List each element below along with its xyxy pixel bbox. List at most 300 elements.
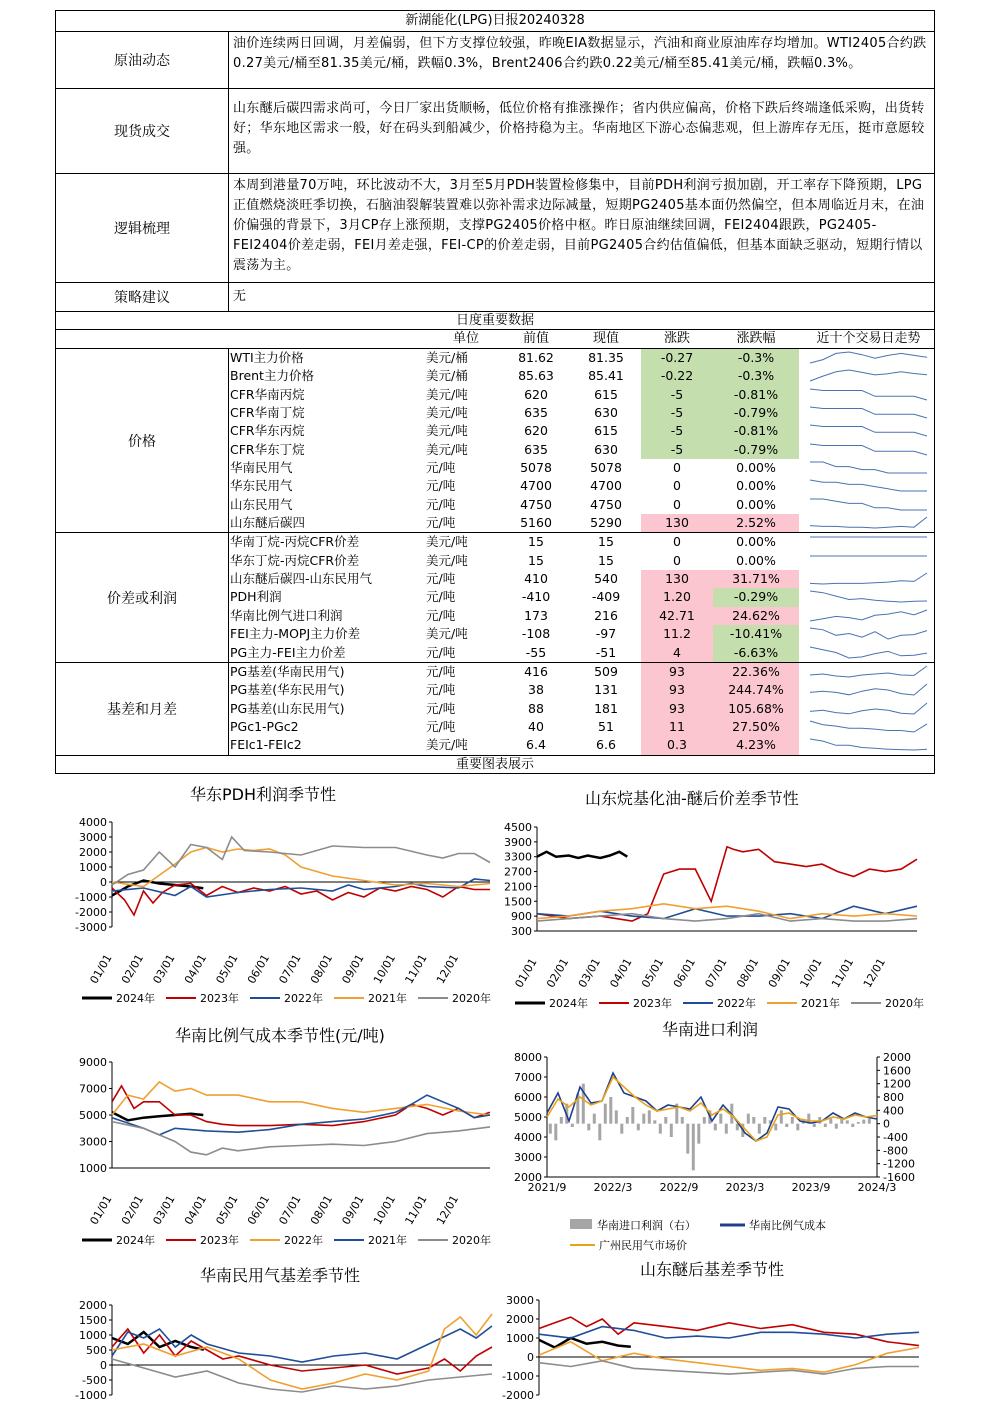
y-tick-label: 5000 bbox=[514, 1111, 542, 1124]
bar-mark bbox=[824, 1124, 827, 1127]
bar-mark bbox=[835, 1124, 838, 1129]
y2-tick-label: -400 bbox=[883, 1131, 908, 1144]
y-tick-label: 2000 bbox=[79, 846, 107, 859]
legend-label: 2021年 bbox=[368, 992, 407, 1005]
section-text: 无 bbox=[233, 289, 247, 304]
x-tick-label: 01/01 bbox=[87, 952, 115, 986]
metric-prev: 416 bbox=[524, 663, 548, 679]
metric-cur: 15 bbox=[598, 552, 614, 568]
bar-mark bbox=[615, 1110, 618, 1123]
section-text: 油价连续两日回调，月差偏弱，但下方支撑位较强，昨晚EIA数据显示，汽油和商业原油库存均增加。WTI2405合约跌0.27美元/桶至81.35美元/桶，跌幅0.3%，Brent2406合约跌0.22美元/桶至85.41美元/桶，跌幅0.3%。 bbox=[233, 36, 927, 71]
sparkline-path bbox=[810, 591, 927, 602]
bar-mark bbox=[631, 1107, 634, 1124]
bar-mark bbox=[620, 1124, 623, 1134]
table-header bbox=[56, 330, 934, 349]
y-tick-label: -2000 bbox=[502, 1389, 534, 1402]
metric-cur: 81.35 bbox=[588, 350, 624, 365]
metric-chg: 0 bbox=[673, 478, 681, 494]
bar-mark bbox=[626, 1117, 629, 1124]
metric-unit: 元/吨 bbox=[426, 589, 456, 605]
x-tick-label: 02/01 bbox=[118, 952, 147, 986]
metric-pct: -0.3% bbox=[713, 349, 799, 367]
metric-name: 山东醚后碳四-山东民用气 bbox=[230, 571, 373, 587]
y-tick-label: 3000 bbox=[506, 1294, 534, 1307]
metric-unit: 元/吨 bbox=[426, 663, 456, 679]
metric-name: 山东民用气 bbox=[230, 496, 293, 512]
metric-unit: 元/吨 bbox=[426, 496, 456, 512]
metric-cur: 630 bbox=[594, 441, 618, 457]
bar-mark bbox=[697, 1124, 700, 1144]
table-row bbox=[56, 644, 934, 662]
y2-tick-label: 1600 bbox=[883, 1064, 911, 1078]
chart-pdh bbox=[60, 810, 500, 1010]
trend-sparkline bbox=[806, 736, 931, 754]
sparkline-path bbox=[810, 425, 927, 436]
x-tick-label: 2022/3 bbox=[593, 1181, 633, 1194]
metric-chg: -0.27 bbox=[641, 349, 713, 367]
x-tick-label: 06/01 bbox=[244, 1193, 273, 1227]
bar-mark bbox=[758, 1124, 761, 1134]
metric-chg: 42.71 bbox=[641, 607, 713, 625]
metric-prev: 6.4 bbox=[526, 737, 546, 753]
sparkline-path bbox=[810, 480, 927, 491]
metric-pct: 105.68% bbox=[713, 700, 799, 718]
x-tick-label: 02/01 bbox=[544, 956, 572, 990]
sparkline-path bbox=[810, 703, 927, 714]
table-row bbox=[56, 736, 934, 754]
bar-mark bbox=[664, 1117, 667, 1124]
y-tick-label: 300 bbox=[511, 925, 532, 938]
x-tick-label: 11/01 bbox=[829, 956, 857, 990]
metric-unit: 美元/吨 bbox=[426, 552, 468, 568]
table-group bbox=[56, 533, 934, 662]
bar-mark bbox=[560, 1117, 563, 1124]
series-line bbox=[547, 1073, 877, 1141]
table-row bbox=[56, 663, 934, 681]
metric-cur: 131 bbox=[594, 682, 618, 698]
bar-mark bbox=[714, 1124, 717, 1131]
x-tick-label: 07/01 bbox=[276, 1193, 304, 1227]
metric-pct: 0.00% bbox=[736, 552, 776, 568]
y-tick-label: 2000 bbox=[514, 1171, 542, 1184]
metric-cur: 5078 bbox=[590, 460, 622, 476]
metric-name: PG基差(山东民用气) bbox=[230, 700, 345, 716]
table-row bbox=[56, 422, 934, 440]
metric-pct: -0.81% bbox=[713, 386, 799, 404]
metric-pct: -0.79% bbox=[713, 441, 799, 459]
table-row bbox=[56, 718, 934, 736]
sparkline-path bbox=[810, 647, 927, 658]
metric-unit: 美元/吨 bbox=[426, 737, 468, 753]
table-row bbox=[56, 459, 934, 477]
metric-prev: 5160 bbox=[520, 515, 552, 531]
metric-cur: -51 bbox=[595, 644, 617, 660]
group-label: 基差和月差 bbox=[56, 663, 229, 755]
bar-mark bbox=[752, 1117, 755, 1124]
metric-unit: 美元/吨 bbox=[426, 441, 468, 457]
series-line bbox=[112, 1314, 492, 1389]
bar-mark bbox=[763, 1117, 766, 1124]
y-tick-label: 4500 bbox=[504, 821, 532, 834]
table-row bbox=[56, 514, 934, 532]
y2-tick-label: -1200 bbox=[883, 1157, 915, 1171]
y-tick-label: 9000 bbox=[79, 1056, 107, 1069]
metric-unit: 元/吨 bbox=[426, 607, 456, 623]
metric-cur: 615 bbox=[594, 423, 618, 439]
legend-label: 2021年 bbox=[368, 1234, 407, 1247]
metric-unit: 元/吨 bbox=[426, 718, 456, 734]
y-tick-label: 2000 bbox=[79, 1299, 107, 1312]
section-text: 本周到港量70万吨，环比波动不大，3月至5月PDH装置检修集中，目前PDH利润亏损加剧，开工率存下降预期，LPG正值燃烧淡旺季切换，石脑油裂解装置难以弥补需求边际减量，短期PG2405基本面仍然偏空，但本周临近月末，在油价偏强的背景下，3月CP存上涨预期，支撑PG2405价格中枢。昨日原油继续回调，FEI2404跟跌，PG2405-FEI2404价差走弱，FEI月差走强，FEI-CP的价差走弱，目前PG2405合约估值偏低，但基本面缺乏驱动，短期行情以震荡为主。 bbox=[233, 178, 925, 273]
metric-chg: 0 bbox=[673, 552, 681, 568]
bar-mark bbox=[681, 1117, 684, 1124]
sparkline-path bbox=[810, 517, 927, 528]
metric-prev: 85.63 bbox=[518, 368, 554, 384]
x-tick-label: 12/01 bbox=[433, 952, 462, 986]
metric-prev: 173 bbox=[524, 607, 548, 623]
y-tick-label: 2700 bbox=[504, 865, 532, 879]
x-tick-label: 01/01 bbox=[87, 1193, 115, 1227]
metric-chg: -0.22 bbox=[641, 367, 713, 385]
bar-mark bbox=[642, 1114, 645, 1124]
series-line bbox=[112, 848, 490, 887]
bar-mark bbox=[747, 1114, 750, 1124]
bar-mark bbox=[648, 1110, 651, 1123]
metric-unit: 美元/桶 bbox=[426, 368, 468, 384]
header-unit: 单位 bbox=[452, 331, 479, 346]
sparkline-path bbox=[810, 666, 927, 677]
trend-sparkline bbox=[806, 367, 931, 385]
metric-pct: 27.50% bbox=[713, 718, 799, 736]
trend-sparkline bbox=[806, 700, 931, 718]
series-line bbox=[537, 914, 917, 921]
y-tick-label: -1000 bbox=[75, 891, 107, 904]
metric-cur: 15 bbox=[598, 534, 614, 550]
metric-unit: 美元/吨 bbox=[426, 626, 468, 642]
metric-prev: 4750 bbox=[520, 496, 552, 512]
metric-cur: 540 bbox=[594, 571, 618, 587]
bar-mark bbox=[593, 1114, 596, 1124]
y-tick-label: 0 bbox=[100, 1359, 107, 1372]
metric-chg: -5 bbox=[641, 441, 713, 459]
metric-cur: 85.41 bbox=[588, 368, 624, 384]
metric-chg: 93 bbox=[641, 681, 713, 699]
section-label: 现货成交 bbox=[56, 89, 229, 173]
y2-tick-label: -800 bbox=[883, 1144, 908, 1158]
metric-chg: -5 bbox=[641, 422, 713, 440]
y-tick-label: -3000 bbox=[75, 921, 107, 934]
x-tick-label: 2023/9 bbox=[791, 1181, 831, 1194]
y-tick-label: -500 bbox=[82, 1374, 107, 1387]
legend-label: 2023年 bbox=[200, 992, 239, 1005]
table-row bbox=[56, 700, 934, 718]
series-line bbox=[112, 1122, 490, 1155]
metric-cur: 6.6 bbox=[596, 737, 616, 753]
bar-mark bbox=[549, 1124, 552, 1134]
y-tick-label: 5000 bbox=[79, 1109, 107, 1122]
metric-prev: 15 bbox=[528, 552, 544, 568]
y-tick-label: 2100 bbox=[504, 880, 532, 894]
metric-prev: 620 bbox=[524, 386, 548, 402]
sparkline-path bbox=[810, 389, 927, 400]
metric-pct: 22.36% bbox=[713, 663, 799, 681]
x-tick-label: 08/01 bbox=[307, 1193, 336, 1227]
x-tick-label: 2021/9 bbox=[527, 1181, 567, 1194]
table-row bbox=[56, 496, 934, 514]
metric-pct: 244.74% bbox=[713, 681, 799, 699]
report-title: 新湖能化(LPG)日报20240328 bbox=[55, 10, 935, 32]
table-row bbox=[56, 404, 934, 422]
table-row bbox=[56, 533, 934, 551]
metric-cur: 630 bbox=[594, 405, 618, 421]
legend-label: 2022年 bbox=[717, 997, 756, 1010]
x-tick-label: 07/01 bbox=[276, 952, 304, 986]
bar-mark bbox=[653, 1120, 656, 1123]
trend-sparkline bbox=[806, 386, 931, 404]
x-tick-label: 09/01 bbox=[765, 956, 793, 990]
trend-sparkline bbox=[806, 404, 931, 422]
metric-name: 华东丁烷-丙烷CFR价差 bbox=[230, 552, 360, 568]
y-tick-label: 3900 bbox=[504, 835, 532, 849]
table-row bbox=[56, 552, 934, 570]
daily-data-band: 日度重要数据 bbox=[55, 312, 935, 330]
bar-mark bbox=[686, 1124, 689, 1154]
sparkline-path bbox=[810, 407, 927, 418]
y-tick-label: 3000 bbox=[514, 1151, 542, 1164]
chart-hnbasis bbox=[60, 1295, 500, 1403]
metric-unit: 元/吨 bbox=[426, 700, 456, 716]
trend-sparkline bbox=[806, 349, 931, 367]
legend-label: 广州民用气市场价 bbox=[599, 1239, 687, 1252]
x-tick-label: 11/01 bbox=[402, 1193, 430, 1227]
x-tick-label: 09/01 bbox=[339, 952, 367, 986]
metric-pct: -10.41% bbox=[713, 625, 799, 643]
trend-sparkline bbox=[806, 422, 931, 440]
y-tick-label: 1500 bbox=[504, 895, 532, 909]
section-label: 原油动态 bbox=[56, 32, 229, 88]
legend-label: 华南进口利润（右） bbox=[597, 1219, 696, 1232]
group-label: 价格 bbox=[56, 349, 229, 532]
metric-name: 华东民用气 bbox=[230, 478, 293, 494]
y-tick-label: -2000 bbox=[75, 906, 107, 919]
metric-cur: 509 bbox=[594, 663, 618, 679]
y2-tick-label: 1200 bbox=[883, 1077, 911, 1091]
metric-unit: 美元/吨 bbox=[426, 405, 468, 421]
metric-name: PGc1-PGc2 bbox=[230, 718, 299, 734]
metric-prev: 81.62 bbox=[518, 350, 554, 365]
bar-mark bbox=[703, 1117, 706, 1124]
metric-name: CFR华南丙烷 bbox=[230, 386, 305, 402]
y-tick-label: 0 bbox=[527, 1351, 534, 1364]
sparkline-path bbox=[810, 721, 927, 732]
x-tick-label: 07/01 bbox=[702, 956, 730, 990]
metric-pct: -6.63% bbox=[713, 644, 799, 662]
legend-label: 2023年 bbox=[633, 997, 672, 1010]
metric-pct: -0.29% bbox=[713, 588, 799, 606]
y-tick-label: 3000 bbox=[79, 1135, 107, 1149]
section-strategy bbox=[55, 283, 935, 312]
section-label: 逻辑梳理 bbox=[56, 174, 229, 282]
metric-pct: 31.71% bbox=[713, 570, 799, 588]
metric-cur: 4700 bbox=[590, 478, 622, 494]
y2-tick-label: 2000 bbox=[883, 1051, 911, 1064]
legend-label: 2022年 bbox=[284, 1234, 323, 1247]
y2-tick-label: -1600 bbox=[883, 1171, 915, 1184]
x-tick-label: 10/01 bbox=[370, 952, 399, 986]
group-label: 价差或利润 bbox=[56, 533, 229, 661]
header-cur: 现值 bbox=[592, 331, 619, 346]
table-row bbox=[56, 681, 934, 699]
bar-mark bbox=[785, 1124, 788, 1127]
bar-mark bbox=[857, 1122, 860, 1124]
x-tick-label: 03/01 bbox=[150, 1193, 178, 1227]
metric-cur: -409 bbox=[591, 589, 621, 605]
y-tick-label: 1000 bbox=[79, 1329, 107, 1342]
bar-mark bbox=[719, 1114, 722, 1124]
y-tick-label: 500 bbox=[86, 1344, 107, 1357]
x-tick-label: 2023/3 bbox=[725, 1181, 765, 1194]
y-tick-label: 8000 bbox=[514, 1051, 542, 1064]
section-logic bbox=[55, 174, 935, 283]
y2-tick-label: 0 bbox=[883, 1117, 890, 1131]
metric-pct: 4.23% bbox=[713, 736, 799, 754]
trend-sparkline bbox=[806, 625, 931, 643]
x-tick-label: 03/01 bbox=[575, 956, 603, 990]
metric-chg: 0.3 bbox=[641, 736, 713, 754]
table-row bbox=[56, 477, 934, 495]
chart-title-pdh: 华东PDH利润季节性 bbox=[190, 785, 337, 804]
trend-sparkline bbox=[806, 477, 931, 495]
series-line bbox=[537, 852, 627, 858]
metric-prev: 410 bbox=[524, 571, 548, 587]
x-tick-label: 2022/9 bbox=[659, 1181, 699, 1194]
bar-mark bbox=[692, 1124, 695, 1171]
bar-mark bbox=[554, 1124, 557, 1141]
metric-name: 山东醚后碳四 bbox=[230, 515, 306, 531]
metric-name: CFR华东丁烷 bbox=[230, 441, 305, 457]
metric-prev: -108 bbox=[521, 626, 551, 642]
metric-name: WTI主力价格 bbox=[230, 350, 304, 365]
legend-label: 2024年 bbox=[549, 997, 588, 1010]
x-tick-label: 08/01 bbox=[307, 952, 336, 986]
metric-pct: -0.3% bbox=[713, 367, 799, 385]
metric-prev: 635 bbox=[524, 441, 548, 457]
trend-sparkline bbox=[806, 514, 931, 532]
y-tick-label: 7000 bbox=[79, 1082, 107, 1096]
chart-hnimport bbox=[495, 1045, 935, 1255]
x-tick-label: 10/01 bbox=[797, 956, 825, 990]
table-row bbox=[56, 349, 934, 367]
table-row bbox=[56, 367, 934, 385]
metric-chg: 130 bbox=[641, 514, 713, 532]
bar-mark bbox=[829, 1119, 832, 1124]
metric-name: 华南丁烷-丙烷CFR价差 bbox=[230, 534, 360, 550]
section-text: 山东醚后碳四需求尚可，今日厂家出货顺畅，低位价格有推涨操作；省内供应偏高，价格下跌后终端逢低采购，出货转好；华东地区需求一般，好在码头到船减少，价格持稳为主。华南地区下游心态偏悲观，但上游库存无压，挺市意愿较强。 bbox=[233, 101, 925, 156]
x-tick-label: 2024/3 bbox=[857, 1181, 897, 1194]
metric-prev: 4700 bbox=[520, 478, 552, 494]
bar-mark bbox=[868, 1119, 871, 1124]
metric-chg: 93 bbox=[641, 700, 713, 718]
trend-sparkline bbox=[806, 570, 931, 588]
metric-unit: 美元/吨 bbox=[426, 386, 468, 402]
daily-data-table bbox=[55, 330, 935, 756]
sparkline-path bbox=[810, 444, 927, 455]
bar-mark bbox=[846, 1120, 849, 1123]
metric-unit: 美元/桶 bbox=[426, 350, 468, 365]
trend-sparkline bbox=[806, 607, 931, 625]
legend-label: 2023年 bbox=[200, 1234, 239, 1247]
sparkline-path bbox=[810, 499, 927, 510]
metric-name: FEI主力-MOPJ主力价差 bbox=[230, 626, 361, 642]
series-line bbox=[547, 1077, 877, 1141]
trend-sparkline bbox=[806, 496, 931, 514]
metric-pct: -0.81% bbox=[713, 422, 799, 440]
y-tick-label: 1000 bbox=[79, 1162, 107, 1175]
bar-mark bbox=[780, 1110, 783, 1123]
bar-mark bbox=[774, 1124, 777, 1131]
x-tick-label: 06/01 bbox=[244, 952, 273, 986]
legend-label: 2022年 bbox=[284, 992, 323, 1005]
metric-pct: 2.52% bbox=[713, 514, 799, 532]
metric-pct: 0.00% bbox=[736, 478, 776, 494]
bar-mark bbox=[637, 1124, 640, 1131]
legend-label: 2021年 bbox=[801, 997, 840, 1010]
bar-mark bbox=[791, 1117, 794, 1124]
legend-label: 2020年 bbox=[452, 1234, 491, 1247]
metric-cur: 216 bbox=[594, 607, 618, 623]
table-row bbox=[56, 386, 934, 404]
metric-chg: -5 bbox=[641, 404, 713, 422]
y-tick-label: 3300 bbox=[504, 850, 532, 864]
sparkline-path bbox=[810, 684, 927, 695]
metric-prev: 635 bbox=[524, 405, 548, 421]
x-tick-label: 06/01 bbox=[670, 956, 698, 990]
x-tick-label: 08/01 bbox=[734, 956, 762, 990]
table-row bbox=[56, 570, 934, 588]
trend-sparkline bbox=[806, 663, 931, 681]
metric-unit: 美元/吨 bbox=[426, 534, 468, 550]
bar-mark bbox=[725, 1124, 728, 1134]
trend-sparkline bbox=[806, 718, 931, 736]
header-chg: 涨跌 bbox=[663, 331, 690, 346]
x-tick-label: 05/01 bbox=[639, 956, 667, 990]
sparkline-path bbox=[810, 628, 927, 639]
x-tick-label: 03/01 bbox=[150, 952, 178, 986]
sparkline-path bbox=[810, 462, 927, 473]
metric-chg: 0 bbox=[673, 496, 681, 512]
sparkline-path bbox=[810, 610, 927, 621]
y-tick-label: 4000 bbox=[514, 1131, 542, 1144]
trend-sparkline bbox=[806, 552, 931, 570]
report-table bbox=[55, 10, 935, 774]
table-row bbox=[56, 441, 934, 459]
y-tick-label: 1500 bbox=[79, 1314, 107, 1327]
table-row bbox=[56, 625, 934, 643]
sparkline-path bbox=[810, 573, 927, 584]
metric-pct: 0.00% bbox=[736, 460, 776, 476]
metric-name: PG主力-FEI主力价差 bbox=[230, 644, 346, 660]
metric-unit: 元/吨 bbox=[426, 478, 456, 494]
table-row bbox=[56, 588, 934, 606]
metric-name: 华南民用气 bbox=[230, 460, 293, 476]
y-tick-label: 6000 bbox=[514, 1091, 542, 1104]
x-tick-label: 04/01 bbox=[181, 1193, 210, 1227]
metric-chg: 11 bbox=[641, 718, 713, 736]
y-tick-label: 900 bbox=[511, 910, 532, 924]
metric-prev: 88 bbox=[528, 700, 544, 716]
chart-sdbasis bbox=[495, 1290, 935, 1403]
sparkline-path bbox=[810, 370, 927, 381]
